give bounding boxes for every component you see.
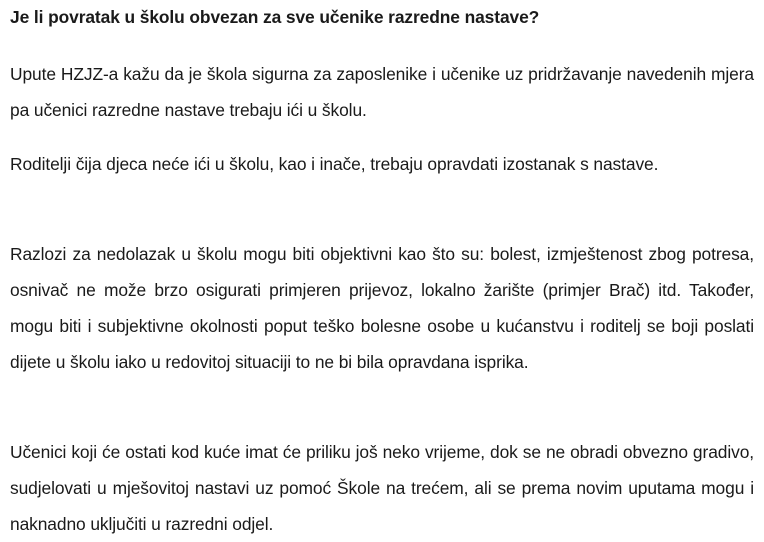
paragraph-absence-justification: Roditelji čija djeca neće ići u školu, kao i inače, trebaju opravdati izostanak s nastave. [10, 154, 659, 174]
paragraph-home-learning: Učenici koji će ostati kod kuće imat će priliku još neko vrijeme, dok se ne obradi obvezno gradivo, sudjelovati u mješovitoj nastavi uz pomoć Škole na trećem, ali se prema novim uputama mogu i naknadno uključiti u razredni odjel. [10, 442, 754, 534]
paragraph-school-safety: Upute HZJZ-a kažu da je škola sigurna za zaposlenike i učenike uz pridržavanje navedenih mjera pa učenici razredne nastave trebaju ići u školu. [10, 64, 754, 120]
document-heading: Je li povratak u školu obvezan za sve učenike razredne nastave? [10, 7, 540, 27]
paragraph-absence-reasons: Razlozi za nedolazak u školu mogu biti objektivni kao što su: bolest, izmještenost zbog potresa, osnivač ne može brzo osigurati primjeren prijevoz, lokalno žarište (primjer Brač) itd. Također, mogu biti i subjektivne okolnosti poput teško bolesne osobe u kućanstvu i roditelj se boji poslati dijete u školu iako u redovitoj situaciji to ne bi bila opravdana isprika. [10, 244, 754, 372]
